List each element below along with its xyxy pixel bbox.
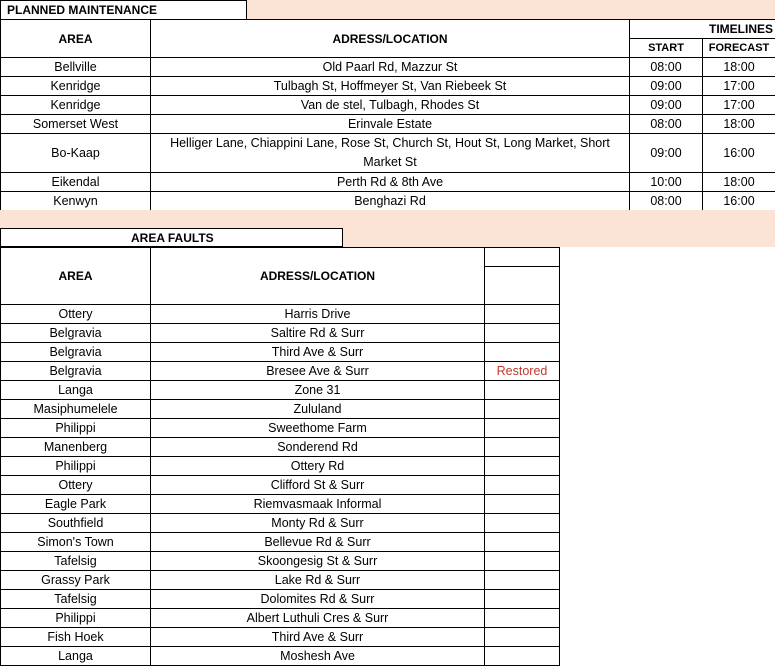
planned-area-cell: Kenridge xyxy=(1,96,151,115)
fault-status-cell xyxy=(485,419,560,438)
fault-status-cell xyxy=(485,457,560,476)
fault-area-cell: Belgravia xyxy=(1,362,151,381)
planned-address-cell: Tulbagh St, Hoffmeyer St, Van Riebeek St xyxy=(151,77,630,96)
fault-row xyxy=(1,609,560,628)
fault-row xyxy=(1,324,560,343)
planned-area-cell: Kenridge xyxy=(1,77,151,96)
planned-row xyxy=(1,77,775,96)
fault-status-cell xyxy=(485,590,560,609)
fault-status-cell xyxy=(485,514,560,533)
planned-area-cell: Eikendal xyxy=(1,173,151,192)
area-faults-table xyxy=(0,247,560,666)
fault-area-cell: Tafelsig xyxy=(1,552,151,571)
planned-area-cell: Somerset West xyxy=(1,115,151,134)
header-start: START xyxy=(630,39,703,58)
fault-address-cell: Riemvasmaak Informal xyxy=(151,495,485,514)
planned-address-cell: Benghazi Rd xyxy=(151,192,630,211)
fault-status-cell xyxy=(485,552,560,571)
fault-row xyxy=(1,457,560,476)
fault-address-cell: Monty Rd & Surr xyxy=(151,514,485,533)
fault-address-cell: Albert Luthuli Cres & Surr xyxy=(151,609,485,628)
planned-address-cell: Perth Rd & 8th Ave xyxy=(151,173,630,192)
fault-area-cell: Masiphumelele xyxy=(1,400,151,419)
planned-address-cell: Van de stel, Tulbagh, Rhodes St xyxy=(151,96,630,115)
fault-row xyxy=(1,419,560,438)
fault-address-cell: Sweethome Farm xyxy=(151,419,485,438)
fault-row xyxy=(1,590,560,609)
header-timelines: TIMELINES xyxy=(630,20,775,39)
fault-area-cell: Philippi xyxy=(1,609,151,628)
fault-status-cell xyxy=(485,324,560,343)
planned-address-cell: Old Paarl Rd, Mazzur St xyxy=(151,58,630,77)
planned-forecast-cell: 17:00 xyxy=(703,96,775,115)
fault-address-cell: Saltire Rd & Surr xyxy=(151,324,485,343)
planned-forecast-cell: 18:00 xyxy=(703,115,775,134)
planned-maintenance-table xyxy=(0,19,775,211)
fault-row xyxy=(1,514,560,533)
fault-address-cell: Moshesh Ave xyxy=(151,647,485,666)
fault-row xyxy=(1,571,560,590)
planned-area-cell: Kenwyn xyxy=(1,192,151,211)
planned-row xyxy=(1,192,775,211)
planned-row xyxy=(1,58,775,77)
fault-address-cell: Zone 31 xyxy=(151,381,485,400)
fault-status-cell xyxy=(485,495,560,514)
fault-address-cell: Harris Drive xyxy=(151,305,485,324)
fault-area-cell: Ottery xyxy=(1,305,151,324)
fault-row xyxy=(1,552,560,571)
fault-status-cell xyxy=(485,533,560,552)
fault-status-cell xyxy=(485,438,560,457)
planned-start-cell: 10:00 xyxy=(630,173,703,192)
planned-start-cell: 09:00 xyxy=(630,134,703,173)
fault-status-cell xyxy=(485,571,560,590)
fault-area-cell: Southfield xyxy=(1,514,151,533)
fault-area-cell: Ottery xyxy=(1,476,151,495)
fault-row xyxy=(1,533,560,552)
fault-area-cell: Langa xyxy=(1,381,151,400)
fault-address-cell: Sonderend Rd xyxy=(151,438,485,457)
planned-address-cell: Helliger Lane, Chiappini Lane, Rose St, Church St, Hout St, Long Market, Short Market St xyxy=(151,134,630,173)
fault-row xyxy=(1,438,560,457)
fault-area-cell: Belgravia xyxy=(1,343,151,362)
fault-row xyxy=(1,305,560,324)
fault-status-cell: Restored xyxy=(485,362,560,381)
fault-address-cell: Third Ave & Surr xyxy=(151,343,485,362)
fault-area-cell: Simon's Town xyxy=(1,533,151,552)
planned-area-cell: Bo-Kaap xyxy=(1,134,151,173)
fault-area-cell: Tafelsig xyxy=(1,590,151,609)
planned-area-cell: Bellville xyxy=(1,58,151,77)
fault-area-cell: Fish Hoek xyxy=(1,628,151,647)
planned-forecast-cell: 18:00 xyxy=(703,173,775,192)
fault-address-cell: Clifford St & Surr xyxy=(151,476,485,495)
planned-start-cell: 08:00 xyxy=(630,115,703,134)
planned-start-cell: 08:00 xyxy=(630,58,703,77)
faults-header-address: ADRESS/LOCATION xyxy=(151,248,485,305)
fault-status-cell xyxy=(485,343,560,362)
planned-row xyxy=(1,134,775,173)
planned-row xyxy=(1,173,775,192)
planned-start-cell: 09:00 xyxy=(630,96,703,115)
fault-row xyxy=(1,495,560,514)
faults-header-area: AREA xyxy=(1,248,151,305)
fault-status-cell xyxy=(485,400,560,419)
fault-address-cell: Lake Rd & Surr xyxy=(151,571,485,590)
fault-row xyxy=(1,647,560,666)
planned-forecast-cell: 17:00 xyxy=(703,77,775,96)
header-area: AREA xyxy=(1,20,151,58)
fault-row xyxy=(1,381,560,400)
fault-status-cell xyxy=(485,609,560,628)
fault-row xyxy=(1,362,560,381)
fault-status-cell xyxy=(485,381,560,400)
fault-address-cell: Bresee Ave & Surr xyxy=(151,362,485,381)
planned-forecast-cell: 16:00 xyxy=(703,134,775,173)
planned-row xyxy=(1,96,775,115)
faults-header-blank xyxy=(485,248,560,267)
planned-forecast-cell: 18:00 xyxy=(703,58,775,77)
planned-row xyxy=(1,115,775,134)
fault-area-cell: Eagle Park xyxy=(1,495,151,514)
fault-row xyxy=(1,476,560,495)
fault-address-cell: Bellevue Rd & Surr xyxy=(151,533,485,552)
fault-address-cell: Skoongesig St & Surr xyxy=(151,552,485,571)
area-faults-title: AREA FAULTS xyxy=(0,228,343,247)
fault-area-cell: Philippi xyxy=(1,419,151,438)
header-address: ADRESS/LOCATION xyxy=(151,20,630,58)
fault-status-cell xyxy=(485,628,560,647)
planned-start-cell: 08:00 xyxy=(630,192,703,211)
faults-header-status xyxy=(485,267,560,305)
header-forecast: FORECAST xyxy=(703,39,775,58)
middle-band xyxy=(0,210,775,228)
fault-status-cell xyxy=(485,476,560,495)
fault-row xyxy=(1,400,560,419)
fault-status-cell xyxy=(485,647,560,666)
fault-area-cell: Grassy Park xyxy=(1,571,151,590)
fault-area-cell: Philippi xyxy=(1,457,151,476)
fault-status-cell xyxy=(485,305,560,324)
faults-title-band xyxy=(343,228,775,247)
fault-address-cell: Third Ave & Surr xyxy=(151,628,485,647)
fault-row xyxy=(1,343,560,362)
fault-area-cell: Belgravia xyxy=(1,324,151,343)
fault-row xyxy=(1,628,560,647)
fault-address-cell: Dolomites Rd & Surr xyxy=(151,590,485,609)
fault-area-cell: Manenberg xyxy=(1,438,151,457)
fault-address-cell: Ottery Rd xyxy=(151,457,485,476)
fault-area-cell: Langa xyxy=(1,647,151,666)
planned-forecast-cell: 16:00 xyxy=(703,192,775,211)
planned-start-cell: 09:00 xyxy=(630,77,703,96)
planned-maintenance-title: PLANNED MAINTENANCE xyxy=(0,0,247,20)
planned-address-cell: Erinvale Estate xyxy=(151,115,630,134)
fault-address-cell: Zululand xyxy=(151,400,485,419)
